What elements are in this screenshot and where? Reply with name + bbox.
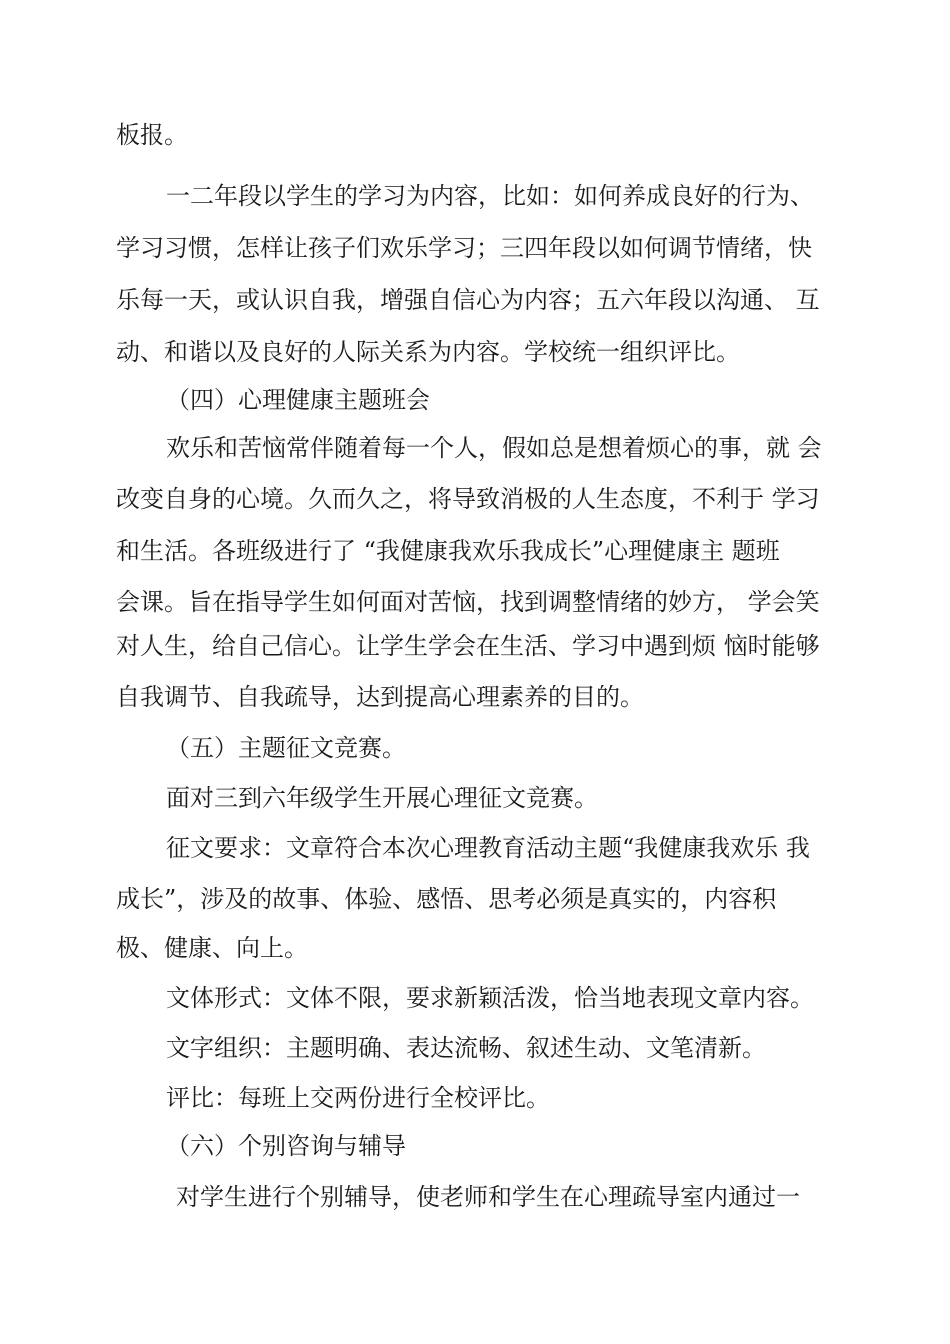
text-line: 评比：每班上交两份进行全校评比。: [166, 1084, 550, 1112]
section-heading: （五）主题征文竞赛。: [166, 734, 406, 762]
text-line: 一二年段以学生的学习为内容，比如：如何养成良好的行为、: [166, 182, 814, 210]
section-heading: （四）心理健康主题班会: [166, 386, 430, 414]
text-line: 欢乐和苦恼常伴随着每一个人，假如总是想着烦心的事，就 会: [166, 434, 822, 462]
section-heading: （六）个别咨询与辅导: [166, 1132, 406, 1160]
text-line: 成长”，涉及的故事、体验、感悟、思考必须是真实的，内容积: [116, 885, 777, 913]
text-line: 面对三到六年级学生开展心理征文竞赛。: [166, 784, 598, 812]
text-line: 会课。旨在指导学生如何面对苦恼，找到调整情绪的妙方， 学会笑: [116, 588, 820, 616]
text-line: 文体形式：文体不限，要求新颖活泼，恰当地表现文章内容。: [166, 984, 814, 1012]
text-line: 动、和谐以及良好的人际关系为内容。学校统一组织评比。: [116, 338, 740, 366]
text-line: 自我调节、自我疏导，达到提高心理素养的目的。: [116, 683, 644, 711]
text-line: 学习习惯，怎样让孩子们欢乐学习；三四年段以如何调节情绪，快: [116, 234, 812, 262]
text-line: 和生活。各班级进行了 “我健康我欢乐我成长”心理健康主 题班: [116, 537, 780, 565]
text-line: 文字组织：主题明确、表达流畅、叙述生动、文笔清新。: [166, 1034, 766, 1062]
text-line: 对人生，给自己信心。让学生学会在生活、学习中遇到烦 恼时能够: [116, 632, 820, 660]
text-line: 对学生进行个别辅导，使老师和学生在心理疏导室内通过一: [176, 1183, 800, 1211]
text-line: 改变自身的心境。久而久之，将导致消极的人生态度，不利于 学习: [116, 485, 820, 513]
text-line: 乐每一天，或认识自我，增强自信心为内容；五六年段以沟通、 互: [116, 286, 820, 314]
text-line: 板报。: [116, 121, 188, 149]
text-line: 征文要求：文章符合本次心理教育活动主题“我健康我欢乐 我: [166, 834, 810, 862]
text-line: 极、健康、向上。: [116, 934, 308, 962]
